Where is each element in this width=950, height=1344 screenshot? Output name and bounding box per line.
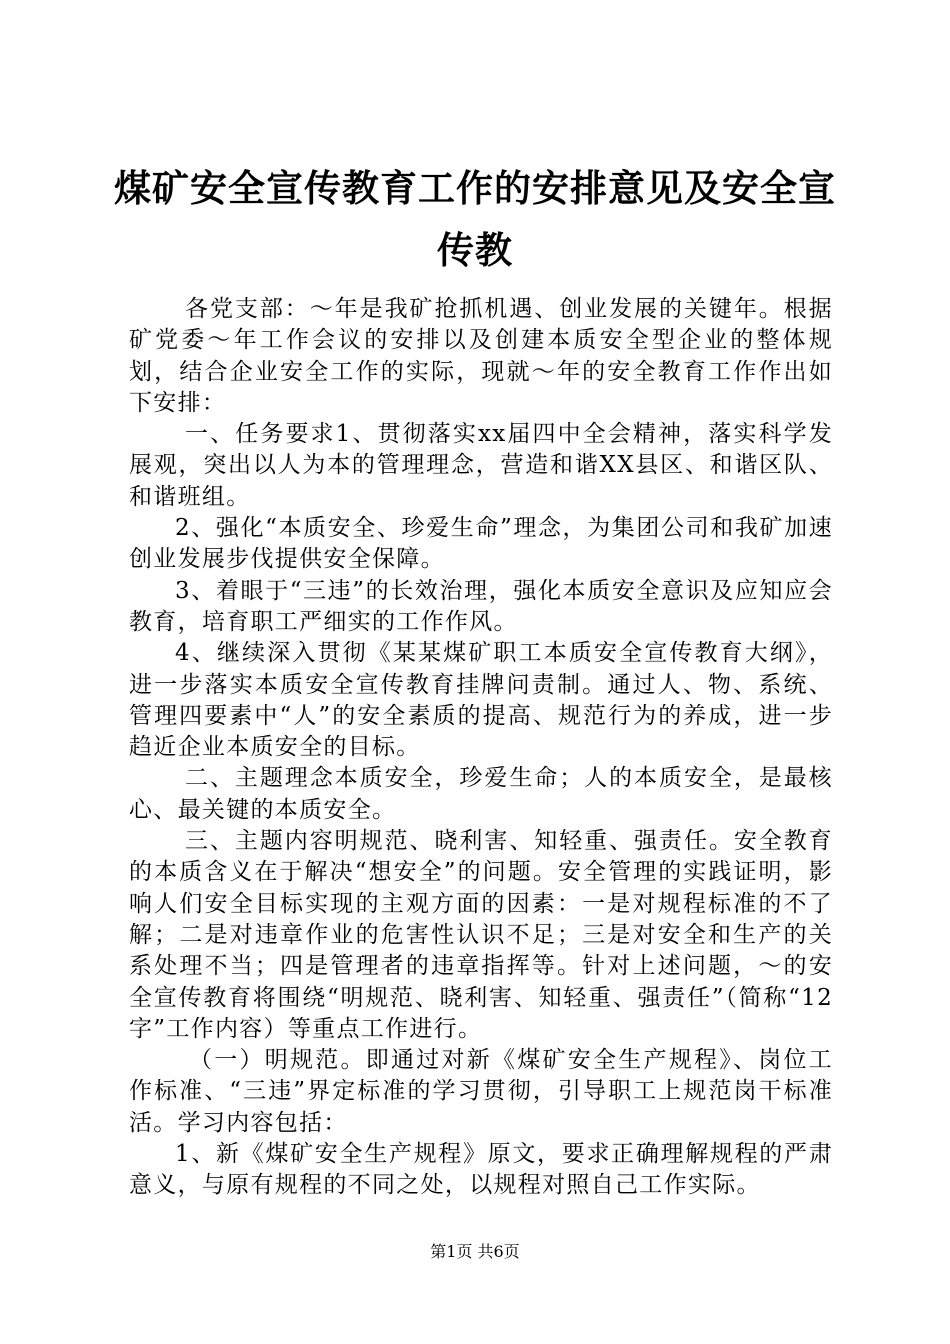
- paragraph-item-2: 2、强化“本质安全、珍爱生命”理念，为集团公司和我矿加速创业发展步伐提供安全保障。: [129, 515, 833, 573]
- document-title: 煤矿安全宣传教育工作的安排意见及安全宣传教: [114, 167, 836, 272]
- paragraph-theme-content: 三、主题内容明规范、晓利害、知轻重、强责任。安全教育的本质含义在于解决“想安全”的问题。安全管理的实践证明，影响人们安全目标实现的主观方面的因素：一是对规程标准的不了解；二是对违章作业的危害性认识不足；三是对安全和生产的关系处理不当；四是管理者的违章指挥等。针对上述问题，～的安全宣传教育将围绕“明规范、晓利害、知轻重、强责任”（简称“12字”工作内容）等重点工作进行。: [129, 828, 833, 1042]
- paragraph-study-item-1: 1、新《煤矿安全生产规程》原文，要求正确理解规程的严肃意义，与原有规程的不同之处，以规程对照自己工作实际。: [129, 1141, 833, 1199]
- page-number: 第1页 共6页: [430, 1242, 520, 1261]
- paragraph-item-4: 4、继续深入贯彻《某某煤矿职工本质安全宣传教育大纲》，进一步落实本质安全宣传教育挂牌问责制。通过人、物、系统、管理四要素中“人”的安全素质的提高、规范行为的养成，进一步趋近企业本质安全的目标。: [129, 640, 833, 761]
- paragraph-salutation: 各党支部：～年是我矿抢抓机遇、创业发展的关键年。根据矿党委～年工作会议的安排以及创建本质安全型企业的整体规划，结合企业安全工作的实际，现就～年的安全教育工作作出如下安排：: [129, 296, 833, 416]
- paragraph-task-requirements: 一、任务要求1、贯彻落实xx届四中全会精神，落实科学发展观，突出以人为本的管理理念，营造和谐XX县区、和谐区队、和谐班组。: [129, 421, 833, 510]
- paragraph-clear-norms: （一）明规范。即通过对新《煤矿安全生产规程》、岗位工作标准、“三违”界定标准的学习贯彻，引导职工上规范岗干标准活。学习内容包括：: [129, 1047, 833, 1136]
- paragraph-item-3: 3、着眼于“三违”的长效治理，强化本质安全意识及应知应会教育，培育职工严细实的工作作风。: [129, 577, 833, 635]
- document-body: [129, 294, 833, 1202]
- paragraph-theme-concept: 二、主题理念本质安全，珍爱生命；人的本质安全，是最核心、最关键的本质安全。: [129, 765, 833, 823]
